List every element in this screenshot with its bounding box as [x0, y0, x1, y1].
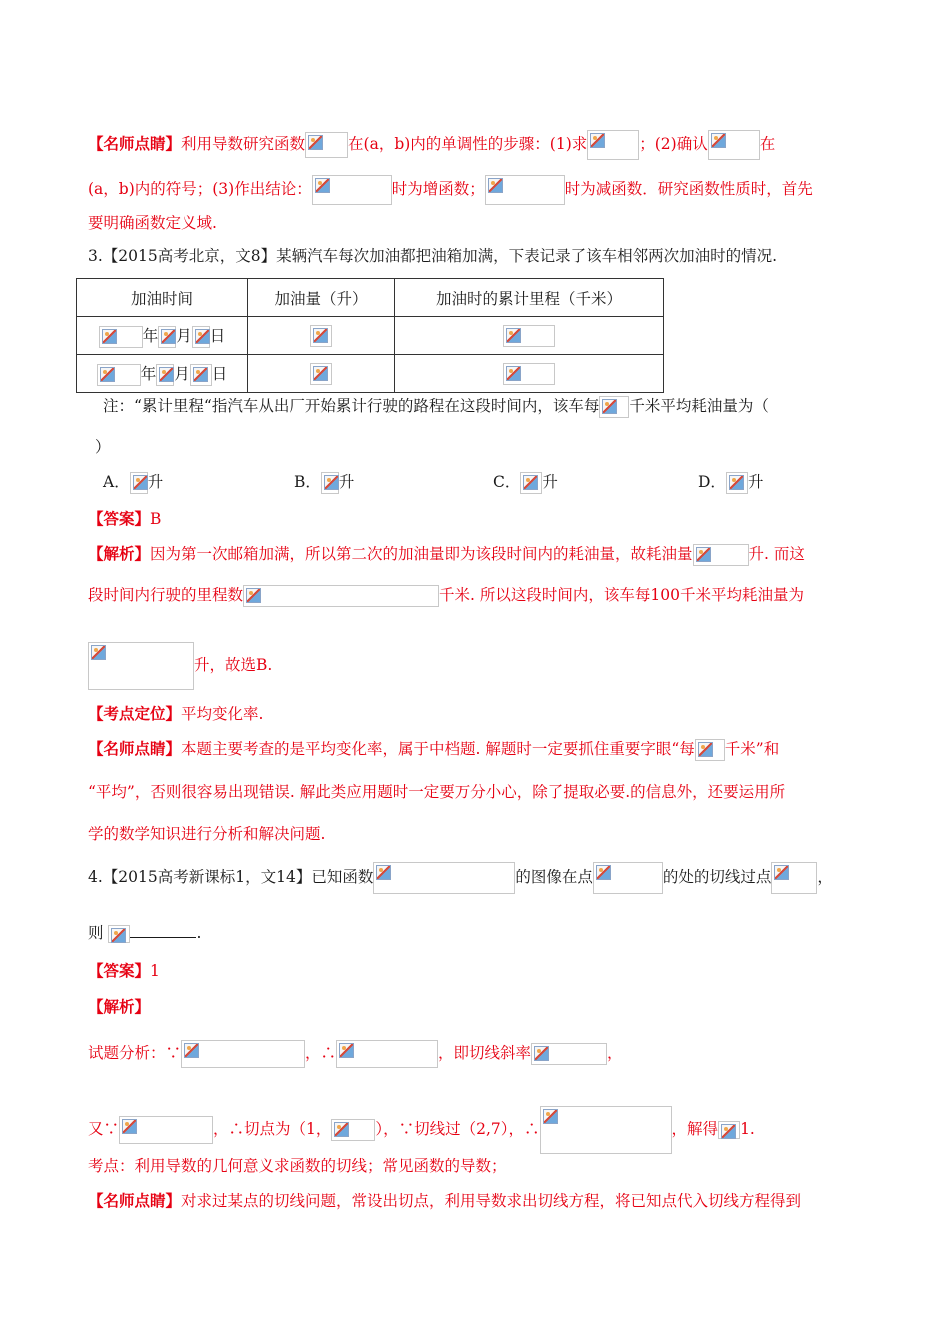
table-cell: [395, 355, 664, 393]
option-b[interactable]: B． 升: [294, 471, 354, 494]
formula-image: [593, 862, 663, 894]
formula-image: [331, 1119, 375, 1141]
tip-line-3: 要明确函数定义域.: [88, 214, 217, 232]
question-3-note: 注：“累计里程“指汽车从出厂开始累计行驶的路程在这段时间内，该车每 千米平均耗油量为（: [103, 395, 769, 418]
formula-image: [243, 585, 439, 607]
formula-image: [695, 739, 725, 761]
formula-image: [718, 1121, 740, 1139]
formula-image: [771, 862, 817, 894]
question-3-note-end: ）: [95, 438, 111, 456]
formula-image: [373, 862, 515, 894]
analysis-3-line-2: 段时间内行驶的里程数 千米. 所以这段时间内，该车每100千米平均耗油量为: [88, 584, 804, 607]
formula-image: [587, 130, 639, 160]
formula-image: [158, 326, 176, 348]
table-header: 加油量（升）: [248, 279, 395, 317]
tip-line-2: (a，b)内的符号；(3)作出结论： 时为增函数； 时为减函数．研究函数性质时，首先: [88, 175, 813, 205]
table-cell: 年 月 日: [77, 317, 248, 355]
formula-image: [108, 925, 130, 943]
question-4-title: 4.【2015高考新课标1，文14】已知函数 的图像在点 的处的切线过点 ，: [88, 862, 833, 894]
table-header: 加油时间: [77, 279, 248, 317]
table-cell: [248, 317, 395, 355]
dianjing-3-line-3: 学的数学知识进行分析和解决问题.: [88, 825, 326, 843]
formula-image: [503, 325, 555, 347]
analysis-4-tag: 【解析】: [88, 997, 151, 1016]
analysis-3-line-3: 升，故选B.: [88, 642, 272, 690]
formula-image: [708, 130, 760, 160]
dianjing-3-line-1: 【名师点睛】本题主要考查的是平均变化率，属于中档题. 解题时一定要抓住重要字眼“每 千米”和: [88, 738, 779, 761]
formula-image: [130, 472, 148, 494]
formula-image: [305, 132, 348, 158]
table-row: [77, 355, 664, 393]
option-c[interactable]: C． 升: [493, 471, 558, 494]
formula-image: [312, 175, 392, 205]
formula-image: [310, 363, 332, 385]
answer-line-4: 【答案】1: [88, 961, 160, 980]
table-header-row: [77, 279, 664, 317]
formula-image: [693, 544, 749, 566]
table-header: 加油时的累计里程（千米）: [395, 279, 664, 317]
answer-value: B: [150, 510, 162, 528]
fuel-table: [76, 278, 664, 393]
question-4-blank-line: 则 .: [88, 924, 202, 942]
option-a[interactable]: A． 升: [103, 471, 163, 494]
formula-image: [520, 472, 542, 494]
analysis-4-line-2: 又∵ ，∴切点为（1， ），∵切线过（2,7），∴ ，解得 1.: [88, 1106, 755, 1154]
dianjing-3-line-2: “平均”，否则很容易出现错误. 解此类应用题时一定要万分小心，除了提取必要.的信息外，还要运用所: [88, 783, 786, 801]
option-d[interactable]: D． 升: [698, 471, 763, 494]
answer-line-3: 【答案】B: [88, 509, 162, 528]
table-cell: [248, 355, 395, 393]
answer-value: 1: [150, 962, 160, 980]
formula-image: [192, 326, 210, 348]
formula-image: [97, 364, 141, 386]
formula-image: [190, 364, 212, 386]
formula-image: [181, 1040, 305, 1068]
formula-image: [119, 1116, 213, 1144]
answer-blank[interactable]: [130, 923, 196, 938]
analysis-3-line-1: 【解析】因为第一次邮箱加满，所以第二次的加油量即为该段时间内的耗油量，故耗油量 升. 而这: [88, 543, 805, 566]
question-3-title: 3.【2015高考北京，文8】某辆汽车每次加油都把油箱加满，下表记录了该车相邻两次加油时的情况.: [88, 247, 778, 265]
tip-line-1: 【名师点睛】利用导数研究函数 在(a，b)内的单调性的步骤：(1)求 ；(2)确认 在: [88, 130, 775, 160]
kaodian-3: 【考点定位】平均变化率.: [88, 704, 264, 723]
formula-image: [531, 1043, 607, 1065]
formula-image: [336, 1040, 438, 1068]
formula-image: [485, 175, 565, 205]
formula-image: [321, 472, 339, 494]
table-cell: 年 月 日: [77, 355, 248, 393]
table-row: [77, 317, 664, 355]
dianjing-4: 【名师点睛】对求过某点的切线问题，常设出切点，利用导数求出切线方程，将已知点代入切线方程得到: [88, 1191, 802, 1210]
tip-tag: 【名师点睛】: [88, 134, 182, 153]
table-cell: [395, 317, 664, 355]
formula-image: [726, 472, 748, 494]
analysis-4-line-1: 试题分析：∵ ，∴ ，即切线斜率 ，: [88, 1040, 623, 1068]
formula-image: [99, 326, 143, 348]
kaodian-4: 考点：利用导数的几何意义求函数的切线；常见函数的导数；: [88, 1157, 507, 1175]
formula-image: [599, 396, 629, 418]
formula-image: [156, 364, 174, 386]
formula-image: [88, 642, 194, 690]
formula-image: [503, 363, 555, 385]
formula-image: [540, 1106, 672, 1154]
formula-image: [310, 325, 332, 347]
